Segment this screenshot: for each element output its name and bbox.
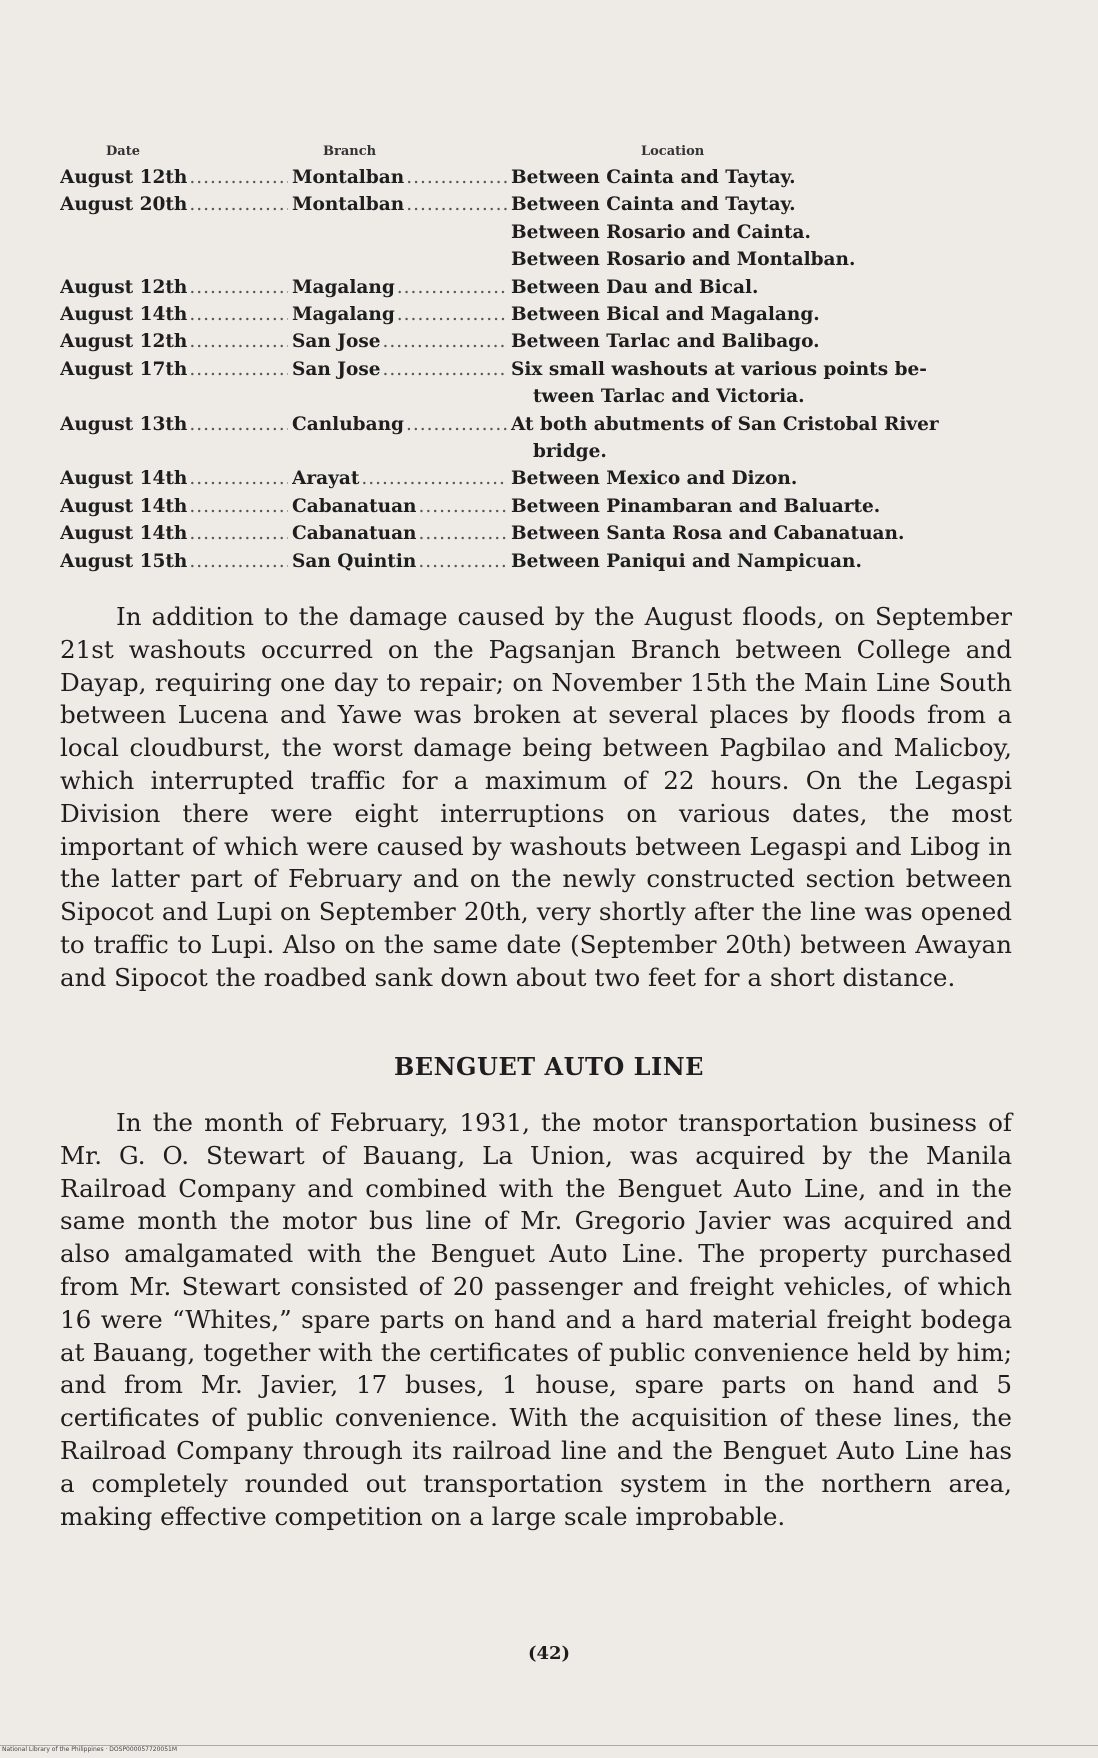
row-date: August 12th bbox=[60, 331, 188, 353]
washout-table bbox=[60, 144, 1016, 575]
table-row bbox=[60, 301, 1016, 328]
dot-leader bbox=[397, 301, 507, 328]
row-location-cell bbox=[511, 411, 1016, 466]
paragraph-benguet: In the month of February, 1931, the motor transportation business of Mr. G. O. Stewart of Bauang, La Union, was acquired by the Manila Railroad Company and combined with the Benguet Auto Line, and in the same month the motor bus line of Mr. Gregorio Javier was acquired and also amalgamated with the Benguet Auto Line. The property purchased from Mr. Stewart consisted of 20 passenger and freight vehicles, of which 16 were “Whites,” spare parts on hand and a hard material freight bodega at Bauang, together with the certificates of public convenience held by him; and from Mr. Javier, 17 buses, 1 house, spare parts on hand and 5 certificates of public convenience. With the acquisition of these lines, the Railroad Company through its railroad line and the Benguet Auto Line has a completely rounded out transportation system in the northern area, making effective competition on a large scale improbable. bbox=[60, 1108, 1012, 1531]
row-date-cell bbox=[60, 328, 292, 355]
row-date-cell bbox=[60, 465, 292, 492]
row-date-cell bbox=[60, 274, 292, 301]
row-location-line: tween Tarlac and Victoria. bbox=[533, 386, 805, 408]
row-branch: San Quintin bbox=[292, 550, 417, 572]
row-location-cell bbox=[511, 465, 1016, 492]
row-branch-cell bbox=[292, 274, 511, 301]
paragraph-floods: In addition to the damage caused by the August floods, on September 21st washouts occurred on the Pagsanjan Branch between College and Dayap, requiring one day to repair; on November 15th the Main Line South between Lucena and Yawe was broken at several places by floods from a local cloudburst, the worst damage being between Pagbilao and Malicboy, which interrupted traffic for a maximum of 22 hours. On the Legaspi Division there were eight interruptions on various dates, the most important of which were caused by washouts between Legaspi and Libog in the latter part of February and on the newly constructed section between Sipocot and Lupi on September 20th, very shortly after the line was opened to traffic to Lupi. Also on the same date (September 20th) between Awayan and Sipocot the roadbed sank down about two feet for a short distance. bbox=[60, 602, 1012, 992]
row-date: August 13th bbox=[60, 413, 188, 435]
row-branch-cell bbox=[292, 465, 511, 492]
row-branch: Cabanatuan bbox=[292, 495, 417, 517]
dot-leader bbox=[383, 356, 507, 383]
row-date-cell bbox=[60, 301, 292, 328]
table-row bbox=[60, 274, 1016, 301]
table-row bbox=[60, 548, 1016, 575]
row-branch-cell bbox=[292, 411, 511, 438]
row-location-cell bbox=[511, 301, 1016, 328]
row-date-cell bbox=[60, 548, 292, 575]
dot-leader bbox=[361, 465, 507, 492]
row-location-cell bbox=[511, 548, 1016, 575]
row-location-line: Between Rosario and Montalban. bbox=[511, 249, 856, 271]
row-branch-cell bbox=[292, 164, 511, 191]
row-branch-cell bbox=[292, 191, 511, 218]
row-branch: Montalban bbox=[292, 167, 405, 188]
row-location-line: Between Santa Rosa and Cabanatuan. bbox=[511, 523, 905, 545]
table-row bbox=[60, 164, 1016, 191]
dot-leader bbox=[189, 191, 288, 218]
row-branch-cell bbox=[292, 356, 511, 383]
dot-leader bbox=[189, 328, 288, 355]
dot-leader bbox=[419, 520, 507, 547]
row-location-line: Between Tarlac and Balibago. bbox=[511, 331, 820, 353]
dot-leader bbox=[189, 301, 288, 328]
footer-credit: National Library of the Philippines · DOSP000057720051M bbox=[2, 1746, 178, 1753]
dot-leader bbox=[189, 548, 288, 575]
row-date: August 17th bbox=[60, 358, 188, 380]
row-location-line: Between Bical and Magalang. bbox=[511, 304, 820, 326]
dot-leader bbox=[406, 164, 507, 191]
row-date: August 14th bbox=[60, 495, 188, 517]
row-date: August 12th bbox=[60, 167, 188, 188]
row-branch: San Jose bbox=[292, 358, 381, 380]
dot-leader bbox=[406, 411, 507, 438]
row-location-cell bbox=[511, 274, 1016, 301]
row-location-line: Between Rosario and Cainta. bbox=[511, 221, 811, 243]
table-row bbox=[60, 191, 1016, 273]
row-date-cell bbox=[60, 191, 292, 218]
table-row bbox=[60, 520, 1016, 547]
row-branch: Cabanatuan bbox=[292, 523, 417, 545]
row-location-line: Between Cainta and Taytay. bbox=[511, 194, 796, 216]
row-date: August 14th bbox=[60, 523, 188, 545]
row-location-cell bbox=[511, 164, 1016, 191]
row-date-cell bbox=[60, 493, 292, 520]
header-location: Location bbox=[641, 144, 705, 159]
row-date: August 20th bbox=[60, 194, 188, 216]
table-row bbox=[60, 328, 1016, 355]
row-date-cell bbox=[60, 164, 292, 191]
row-date-cell bbox=[60, 411, 292, 438]
row-location-cell bbox=[511, 356, 1016, 411]
dot-leader bbox=[189, 356, 288, 383]
page-number: (42) bbox=[527, 1643, 571, 1664]
row-branch-cell bbox=[292, 548, 511, 575]
row-location-line: Six small washouts at various points be- bbox=[511, 358, 927, 380]
table-row bbox=[60, 411, 1016, 466]
section-title: BENGUET AUTO LINE bbox=[394, 1052, 704, 1081]
row-branch: Arayat bbox=[292, 468, 360, 490]
table-body bbox=[60, 164, 1016, 575]
row-branch: Canlubang bbox=[292, 413, 404, 435]
row-location-cell bbox=[511, 520, 1016, 547]
row-location-line: Between Mexico and Dizon. bbox=[511, 468, 798, 490]
row-branch: San Jose bbox=[292, 331, 381, 353]
dot-leader bbox=[189, 493, 288, 520]
row-location-cell bbox=[511, 493, 1016, 520]
row-branch-cell bbox=[292, 301, 511, 328]
row-date: August 15th bbox=[60, 550, 188, 572]
row-date: August 14th bbox=[60, 304, 188, 326]
row-date: August 12th bbox=[60, 276, 188, 298]
dot-leader bbox=[419, 493, 507, 520]
row-date-cell bbox=[60, 520, 292, 547]
dot-leader bbox=[189, 274, 288, 301]
dot-leader bbox=[189, 465, 288, 492]
row-location-line: Between Paniqui and Nampicuan. bbox=[511, 550, 862, 572]
table-row bbox=[60, 356, 1016, 411]
table-row bbox=[60, 465, 1016, 492]
row-date-cell bbox=[60, 356, 292, 383]
row-branch-cell bbox=[292, 328, 511, 355]
dot-leader bbox=[397, 274, 507, 301]
row-location-line: At both abutments of San Cristobal River bbox=[511, 413, 939, 435]
dot-leader bbox=[189, 164, 288, 191]
row-location-line: bridge. bbox=[533, 441, 607, 463]
row-location-cell bbox=[511, 191, 1016, 273]
header-branch: Branch bbox=[323, 144, 377, 159]
table-header bbox=[60, 144, 1016, 164]
row-date: August 14th bbox=[60, 468, 188, 490]
row-location-line: Between Pinambaran and Baluarte. bbox=[511, 495, 881, 517]
dot-leader bbox=[418, 548, 507, 575]
row-branch: Magalang bbox=[292, 304, 395, 326]
row-branch: Montalban bbox=[292, 194, 405, 216]
header-date: Date bbox=[106, 144, 140, 159]
dot-leader bbox=[189, 520, 288, 547]
dot-leader bbox=[189, 411, 288, 438]
row-location-cell bbox=[511, 328, 1016, 355]
dot-leader bbox=[406, 191, 507, 218]
table-row bbox=[60, 493, 1016, 520]
row-branch-cell bbox=[292, 520, 511, 547]
row-location-line: Between Dau and Bical. bbox=[511, 276, 759, 298]
dot-leader bbox=[383, 328, 507, 355]
row-branch: Magalang bbox=[292, 276, 395, 298]
row-branch-cell bbox=[292, 493, 511, 520]
row-location-line: Between Cainta and Taytay. bbox=[511, 167, 796, 188]
